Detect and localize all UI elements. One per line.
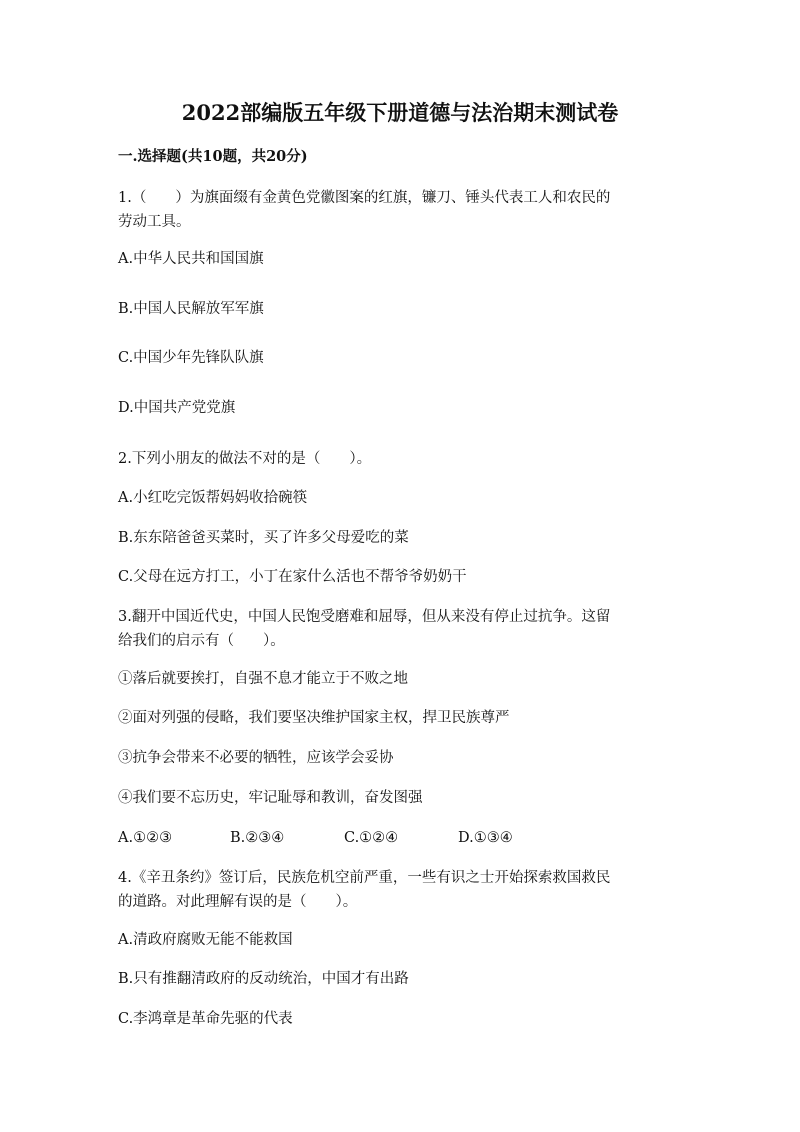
page-title: 2022部编版五年级下册道德与法治期末测试卷 [181, 100, 619, 125]
question-4-option-b: B.只有推翻清政府的反动统治，中国才有出路 [118, 971, 409, 987]
question-2-option-c: C.父母在远方打工，小丁在家什么活也不帮爷爷奶奶干 [118, 569, 467, 585]
question-2-option-a: A.小红吃完饭帮妈妈收拾碗筷 [118, 490, 308, 506]
question-3-statement-1: ①落后就要挨打，自强不息才能立于不败之地 [118, 671, 408, 687]
question-1-option-d: D.中国共产党党旗 [118, 400, 236, 416]
question-4-stem-line-2: 的道路。对此理解有误的是（ ）。 [118, 894, 358, 910]
question-3-statement-3: ③抗争会带来不必要的牺牲，应该学会妥协 [118, 750, 394, 766]
question-4-option-c: C.李鸿章是革命先驱的代表 [118, 1011, 293, 1027]
question-4-option-a: A.清政府腐败无能不能救国 [118, 932, 293, 948]
question-1-option-b: B.中国人民解放军军旗 [118, 301, 264, 317]
question-4-stem-line-1: 4.《辛丑条约》签订后，民族危机空前严重，一些有识之士开始探索救国救民 [118, 870, 611, 886]
question-3-options-row [118, 826, 688, 850]
question-3-stem-line-2: 给我们的启示有（ ）。 [118, 633, 285, 649]
section-header: 一.选择题(共10题，共20分) [118, 148, 308, 165]
question-3-statement-2: ②面对列强的侵略，我们要坚决维护国家主权，捍卫民族尊严 [118, 710, 510, 726]
question-3-stem-line-1: 3.翻开中国近代史，中国人民饱受磨难和屈辱，但从来没有停止过抗争。这留 [118, 609, 611, 625]
question-1-option-c: C.中国少年先锋队队旗 [118, 350, 264, 366]
question-3-option-b: B.②③④ [230, 830, 285, 846]
question-2-option-b: B.东东陪爸爸买菜时，买了许多父母爱吃的菜 [118, 530, 409, 546]
question-3-statement-4: ④我们要不忘历史，牢记耻辱和教训，奋发图强 [118, 790, 423, 806]
question-3-option-c: C.①②④ [344, 830, 399, 846]
question-1-stem-line-1: 1.（ ）为旗面缀有金黄色党徽图案的红旗，镰刀、锤头代表工人和农民的 [118, 190, 611, 206]
question-1-option-a: A.中华人民共和国国旗 [118, 251, 264, 267]
question-3-option-d: D.①③④ [458, 830, 513, 846]
question-1-stem-line-2: 劳动工具。 [118, 214, 191, 230]
question-3-option-a: A.①②③ [118, 830, 173, 846]
question-2-stem: 2.下列小朋友的做法不对的是（ ）。 [118, 451, 372, 467]
